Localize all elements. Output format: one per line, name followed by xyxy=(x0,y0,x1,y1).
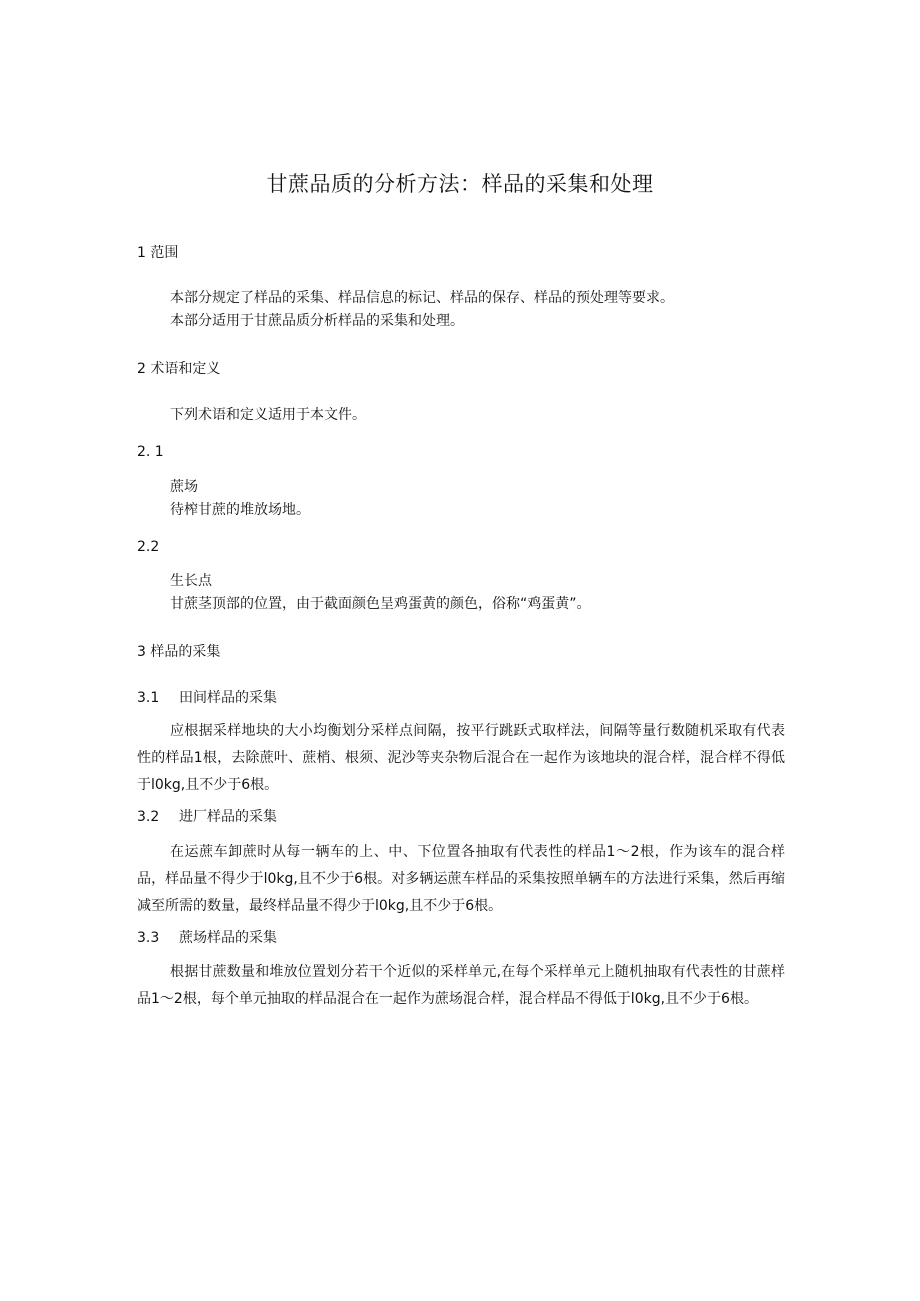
section-2-intro-text: 下列术语和定义适用于本文件。 xyxy=(170,407,366,423)
term-2-block xyxy=(137,568,785,618)
subsection-3-1-text: 应根据采样地块的大小均衡划分采样点间隔，按平行跳跃式取样法，间隔等量行数随机采取有代表性的样品1根，去除蔗叶、蔗梢、根须、泥沙等夹杂物后混合在一起作为该地块的混合样，混合样不得低于l0kg,且不少于6根。 xyxy=(137,723,785,793)
subsection-3-2-text: 在运蔗车卸蔗时从每一辆车的上、中、下位置各抽取有代表性的样品1～2根，作为该车的混合样品，样品量不得少于l0kg,且不少于6根。对多辆运蔗车样品的采集按照单辆车的方法进行采集，然后再缩减至所需的数量，最终样品量不得少于l0kg,且不少于6根。 xyxy=(137,844,785,914)
subsection-3-2-title: 进厂样品的采集 xyxy=(179,809,277,825)
term-2-number: 2.2 xyxy=(137,539,160,555)
term-1-block xyxy=(137,474,785,524)
section-1-heading: 1 范围 xyxy=(137,245,179,261)
subsection-3-1-heading xyxy=(137,689,277,707)
term-2-definition: 甘蔗茎顶部的位置，由于截面颜色呈鸡蛋黄的颜色，俗称“鸡蛋黄”。 xyxy=(170,596,591,612)
subsection-3-1-title: 田间样品的采集 xyxy=(179,690,277,706)
section-2-heading: 2 术语和定义 xyxy=(137,361,221,377)
subsection-3-3-title: 蔗场样品的采集 xyxy=(179,930,277,946)
section-3-heading: 3 样品的采集 xyxy=(137,644,221,660)
section-1-line-2: 本部分适用于甘蔗品质分析样品的采集和处理。 xyxy=(170,313,464,329)
subsection-3-1-number: 3.1 xyxy=(137,690,160,706)
term-1-number: 2. 1 xyxy=(137,444,164,460)
section-1-line-1: 本部分规定了样品的采集、样品信息的标记、样品的保存、样品的预处理等要求。 xyxy=(170,290,674,306)
subsection-3-3-text: 根据甘蔗数量和堆放位置划分若干个近似的采样单元,在每个采样单元上随机抽取有代表性的甘蔗样品1～2根，每个单元抽取的样品混合在一起作为蔗场混合样，混合样品不得低于l0kg,且不少于6根。 xyxy=(137,964,785,1007)
term-2-name: 生长点 xyxy=(170,573,212,589)
subsection-3-2-heading xyxy=(137,808,277,826)
term-1-definition: 待榨甘蔗的堆放场地。 xyxy=(170,502,310,518)
subsection-3-2-number: 3.2 xyxy=(137,809,160,825)
section-2-intro xyxy=(137,402,785,429)
section-1-body xyxy=(137,285,785,335)
term-1-name: 蔗场 xyxy=(170,479,198,495)
subsection-3-3-heading xyxy=(137,929,277,947)
document-title: 甘蔗品质的分析方法：样品的采集和处理 xyxy=(266,172,654,196)
subsection-3-3-number: 3.3 xyxy=(137,930,160,946)
